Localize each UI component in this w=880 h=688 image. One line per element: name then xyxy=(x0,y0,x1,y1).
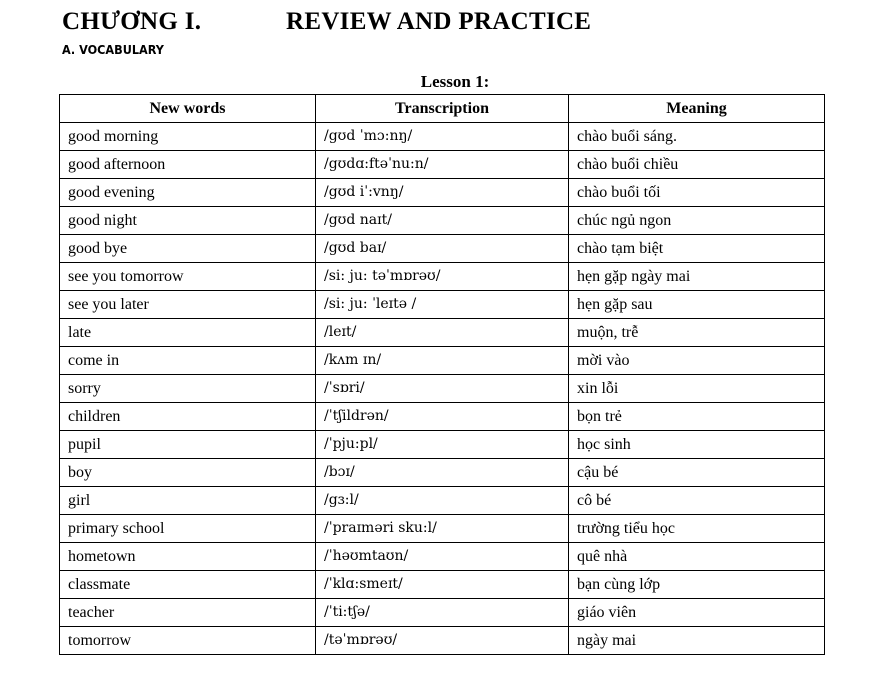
transcription-cell: /gʊd ˈmɔ:nŋ/ xyxy=(316,123,569,151)
lesson-title: Lesson 1: xyxy=(420,72,490,91)
word-cell: pupil xyxy=(60,431,316,459)
header-transcription: Transcription xyxy=(316,95,569,123)
meaning-cell: học sinh xyxy=(569,431,825,459)
transcription-cell: /gɜ:l/ xyxy=(316,487,569,515)
transcription-cell: /ˈti:tʃə/ xyxy=(316,599,569,627)
word-cell: come in xyxy=(60,347,316,375)
meaning-cell: trường tiểu học xyxy=(569,515,825,543)
meaning-cell: chào tạm biệt xyxy=(569,235,825,263)
table-row xyxy=(60,179,825,207)
meaning-cell: muộn, trễ xyxy=(569,319,825,347)
table-row xyxy=(60,151,825,179)
meaning-cell: bọn trẻ xyxy=(569,403,825,431)
word-cell: boy xyxy=(60,459,316,487)
table-row xyxy=(60,403,825,431)
table-row xyxy=(60,347,825,375)
word-cell: see you tomorrow xyxy=(60,263,316,291)
word-cell: sorry xyxy=(60,375,316,403)
meaning-cell: bạn cùng lớp xyxy=(569,571,825,599)
word-cell: children xyxy=(60,403,316,431)
header-meaning: Meaning xyxy=(569,95,825,123)
meaning-cell: chào buổi tối xyxy=(569,179,825,207)
table-row xyxy=(60,543,825,571)
table-row xyxy=(60,627,825,655)
word-cell: good afternoon xyxy=(60,151,316,179)
transcription-cell: /ˈpraɪməri sku:l/ xyxy=(316,515,569,543)
table-row xyxy=(60,571,825,599)
transcription-cell: /leɪt/ xyxy=(316,319,569,347)
word-cell: see you later xyxy=(60,291,316,319)
table-row xyxy=(60,487,825,515)
table-row xyxy=(60,431,825,459)
word-cell: tomorrow xyxy=(60,627,316,655)
meaning-cell: chào buổi sáng. xyxy=(569,123,825,151)
table-header-row xyxy=(60,95,825,123)
transcription-cell: /gʊd iˈ:vnŋ/ xyxy=(316,179,569,207)
transcription-cell: /bɔɪ/ xyxy=(316,459,569,487)
word-cell: late xyxy=(60,319,316,347)
transcription-cell: /gʊdɑ:ftəˈnu:n/ xyxy=(316,151,569,179)
word-cell: good evening xyxy=(60,179,316,207)
table-row xyxy=(60,207,825,235)
word-cell: primary school xyxy=(60,515,316,543)
meaning-cell: chúc ngủ ngon xyxy=(569,207,825,235)
vocabulary-table xyxy=(59,94,825,655)
transcription-cell: /ˈtʃildrən/ xyxy=(316,403,569,431)
chapter-heading xyxy=(62,8,842,38)
transcription-cell: /kʌm ɪn/ xyxy=(316,347,569,375)
table-row xyxy=(60,263,825,291)
meaning-cell: hẹn gặp ngày mai xyxy=(569,263,825,291)
table-row xyxy=(60,319,825,347)
header-new-words: New words xyxy=(60,95,316,123)
table-row xyxy=(60,235,825,263)
transcription-cell: /ˈhəʊmtaʊn/ xyxy=(316,543,569,571)
word-cell: teacher xyxy=(60,599,316,627)
table-row xyxy=(60,123,825,151)
meaning-cell: hẹn gặp sau xyxy=(569,291,825,319)
table-row xyxy=(60,375,825,403)
transcription-cell: /ˈpju:pl/ xyxy=(316,431,569,459)
section-heading: A. VOCABULARY xyxy=(62,42,164,57)
word-cell: good bye xyxy=(60,235,316,263)
table-body xyxy=(60,123,825,655)
word-cell: good night xyxy=(60,207,316,235)
table-row xyxy=(60,515,825,543)
word-cell: classmate xyxy=(60,571,316,599)
meaning-cell: xin lỗi xyxy=(569,375,825,403)
meaning-cell: mời vào xyxy=(569,347,825,375)
table-row xyxy=(60,459,825,487)
meaning-cell: cô bé xyxy=(569,487,825,515)
transcription-cell: /ˈklɑ:smeɪt/ xyxy=(316,571,569,599)
transcription-cell: /təˈmɒrəʊ/ xyxy=(316,627,569,655)
table-row xyxy=(60,291,825,319)
transcription-cell: /ˈsɒri/ xyxy=(316,375,569,403)
meaning-cell: quê nhà xyxy=(569,543,825,571)
word-cell: good morning xyxy=(60,123,316,151)
meaning-cell: cậu bé xyxy=(569,459,825,487)
transcription-cell: /si: ju: ˈleɪtə / xyxy=(316,291,569,319)
transcription-cell: /gʊd naɪt/ xyxy=(316,207,569,235)
meaning-cell: chào buổi chiều xyxy=(569,151,825,179)
transcription-cell: /gʊd baɪ/ xyxy=(316,235,569,263)
meaning-cell: giáo viên xyxy=(569,599,825,627)
word-cell: hometown xyxy=(60,543,316,571)
meaning-cell: ngày mai xyxy=(569,627,825,655)
table-row xyxy=(60,599,825,627)
chapter-label: CHƯƠNG I. xyxy=(62,8,202,35)
word-cell: girl xyxy=(60,487,316,515)
chapter-title: REVIEW AND PRACTICE xyxy=(286,8,592,35)
transcription-cell: /si: ju: təˈmɒrəʊ/ xyxy=(316,263,569,291)
